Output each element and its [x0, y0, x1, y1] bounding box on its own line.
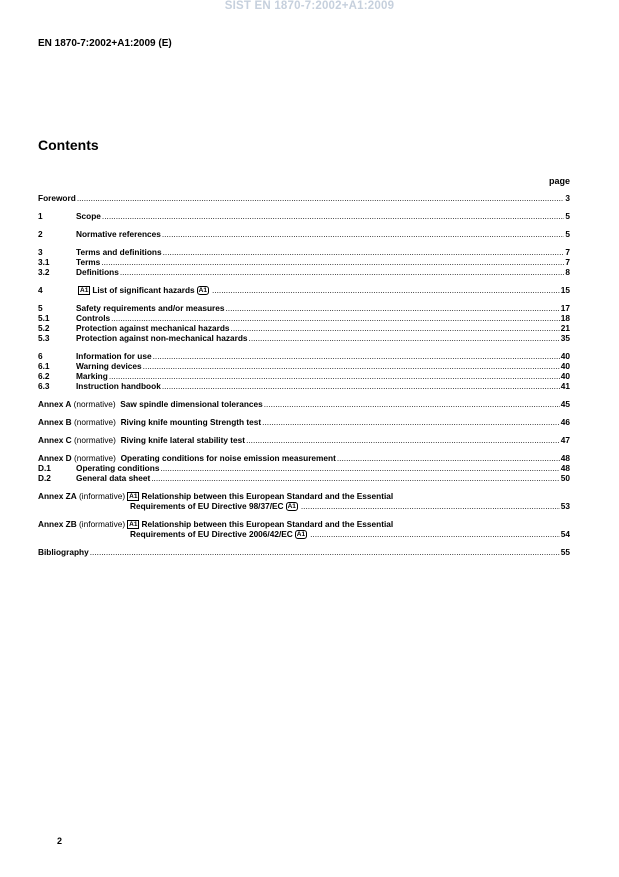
toc-page: 46: [560, 417, 570, 427]
leader-dots: [153, 351, 560, 361]
annex-label: Annex C: [38, 435, 72, 445]
toc-entry-5-1[interactable]: [38, 313, 570, 323]
toc-title: Operating conditions: [76, 463, 160, 473]
toc-entry-annex-b[interactable]: [38, 417, 570, 427]
toc-entry-6-1[interactable]: [38, 361, 570, 371]
toc-number: 2: [38, 229, 43, 239]
toc-title: Foreword: [38, 193, 76, 203]
toc-page: 18: [560, 313, 570, 323]
toc-page: 5: [565, 211, 570, 221]
toc-page: 40: [560, 371, 570, 381]
page-number: 2: [57, 836, 63, 846]
toc-title: Warning devices: [76, 361, 142, 371]
leader-dots: [264, 399, 560, 409]
toc-title: Saw spindle dimensional tolerances: [120, 399, 263, 409]
annex-label: Annex D: [38, 453, 72, 463]
toc-title: Safety requirements and/or measures: [76, 303, 225, 313]
toc-entry-d-1[interactable]: [38, 463, 570, 473]
watermark: SIST EN 1870-7:2002+A1:2009: [224, 0, 395, 12]
toc-number: 3.1: [38, 257, 50, 267]
leader-dots: [111, 313, 560, 323]
leader-dots: [249, 333, 560, 343]
toc-entry-annex-za[interactable]: [38, 491, 570, 501]
leader-dots: [160, 463, 559, 473]
toc-entry-6-3[interactable]: [38, 381, 570, 391]
toc-number: 3: [38, 247, 43, 257]
table-of-contents: [38, 193, 570, 557]
toc-page: 5: [565, 229, 570, 239]
toc-title: Information for use: [76, 351, 152, 361]
leader-dots: [337, 453, 560, 463]
toc-title-line-1: Relationship between this European Standard and the Essential: [141, 491, 394, 501]
toc-page: 53: [560, 501, 570, 511]
leader-dots: [163, 247, 565, 257]
toc-page: 40: [560, 351, 570, 361]
toc-page: 17: [560, 303, 570, 313]
toc-entry-6-2[interactable]: [38, 371, 570, 381]
toc-entry-5[interactable]: [38, 303, 570, 313]
toc-title-line-2: Requirements of EU Directive 98/37/EC: [130, 501, 284, 511]
toc-page: 48: [560, 463, 570, 473]
toc-number: 6.2: [38, 371, 50, 381]
toc-title: Protection against non-mechanical hazards: [76, 333, 248, 343]
annex-label: Annex ZB: [38, 519, 77, 529]
toc-number: 1: [38, 211, 43, 221]
leader-dots: [246, 435, 560, 445]
toc-entry-annex-zb-continued[interactable]: [38, 529, 570, 539]
leader-dots: [102, 211, 564, 221]
toc-title: Bibliography: [38, 547, 89, 557]
toc-number: D.1: [38, 463, 51, 473]
toc-page: 15: [560, 285, 570, 295]
leader-dots: [151, 473, 560, 483]
toc-title: Terms: [76, 257, 101, 267]
leader-dots: [310, 529, 560, 539]
toc-entry-annex-a[interactable]: [38, 399, 570, 409]
toc-entry-5-3[interactable]: [38, 333, 570, 343]
toc-entry-3[interactable]: [38, 247, 570, 257]
leader-dots: [162, 381, 560, 391]
toc-page: 3: [565, 193, 570, 203]
annex-type: (informative): [79, 519, 126, 529]
toc-title-line-1: Relationship between this European Standard and the Essential: [141, 519, 394, 529]
toc-title: Protection against mechanical hazards: [76, 323, 230, 333]
toc-title: List of significant hazards: [92, 285, 195, 295]
annex-label: Annex ZA: [38, 491, 77, 501]
toc-entry-2[interactable]: [38, 229, 570, 239]
toc-entry-3-2[interactable]: [38, 267, 570, 277]
toc-entry-4[interactable]: [38, 285, 570, 295]
toc-entry-annex-d[interactable]: [38, 453, 570, 463]
leader-dots: [143, 361, 560, 371]
leader-dots: [225, 303, 559, 313]
leader-dots: [301, 501, 560, 511]
leader-dots: [162, 229, 565, 239]
toc-entry-d-2[interactable]: [38, 473, 570, 483]
toc-number: 5: [38, 303, 43, 313]
leader-dots: [77, 193, 565, 203]
amendment-end-marker: A1: [198, 287, 207, 294]
annex-type: (normative): [73, 435, 116, 445]
toc-entry-bibliography[interactable]: [38, 547, 570, 557]
toc-title: Scope: [76, 211, 101, 221]
annex-type: (normative): [73, 417, 116, 427]
toc-entry-annex-za-continued[interactable]: [38, 501, 570, 511]
toc-title: Marking: [76, 371, 108, 381]
leader-dots: [120, 267, 565, 277]
toc-page: 50: [560, 473, 570, 483]
toc-title: Controls: [76, 313, 111, 323]
toc-title: Instruction handbook: [76, 381, 161, 391]
toc-page: 35: [560, 333, 570, 343]
toc-title: Definitions: [76, 267, 119, 277]
toc-page: 47: [560, 435, 570, 445]
toc-number: 5.3: [38, 333, 50, 343]
page-title: Contents: [38, 137, 99, 153]
toc-entry-annex-c[interactable]: [38, 435, 570, 445]
leader-dots: [109, 371, 560, 381]
annex-label: Annex B: [38, 417, 72, 427]
toc-number: 6.3: [38, 381, 50, 391]
toc-entry-6[interactable]: [38, 351, 570, 361]
amendment-start-marker: A1: [129, 493, 138, 500]
toc-entry-3-1[interactable]: [38, 257, 570, 267]
toc-page: 21: [560, 323, 570, 333]
amendment-end-marker: A1: [296, 531, 306, 538]
toc-entry-5-2[interactable]: [38, 323, 570, 333]
leader-dots: [101, 257, 564, 267]
leader-dots: [212, 285, 560, 295]
toc-title: Normative references: [76, 229, 161, 239]
leader-dots: [90, 547, 560, 557]
document-id: EN 1870-7:2002+A1:2009 (E): [38, 38, 172, 49]
toc-page: 7: [565, 257, 570, 267]
toc-number: D.2: [38, 473, 51, 483]
toc-entry-1[interactable]: [38, 211, 570, 221]
annex-type: (normative): [73, 453, 116, 463]
page-column-label: page: [548, 176, 570, 186]
toc-title-line-2: Requirements of EU Directive 2006/42/EC: [130, 529, 293, 539]
toc-page: 55: [560, 547, 570, 557]
toc-page: 7: [565, 247, 570, 257]
leader-dots: [231, 323, 560, 333]
annex-label: Annex A: [38, 399, 72, 409]
toc-number: 3.2: [38, 267, 50, 277]
leader-dots: [262, 417, 560, 427]
toc-entry-foreword[interactable]: [38, 193, 570, 203]
annex-type: (normative): [73, 399, 116, 409]
annex-type: (informative): [79, 491, 126, 501]
toc-title: General data sheet: [76, 473, 151, 483]
amendment-start-marker: A1: [129, 521, 138, 528]
toc-title: Operating conditions for noise emission measurement: [120, 453, 336, 463]
toc-number: 5.2: [38, 323, 50, 333]
toc-page: 41: [560, 381, 570, 391]
toc-page: 8: [565, 267, 570, 277]
toc-title: Riving knife mounting Strength test: [120, 417, 262, 427]
toc-page: 54: [560, 529, 570, 539]
toc-entry-annex-zb[interactable]: [38, 519, 570, 529]
amendment-start-marker: A1: [80, 287, 89, 294]
toc-number: 6: [38, 351, 43, 361]
toc-page: 48: [560, 453, 570, 463]
toc-page: 45: [560, 399, 570, 409]
amendment-end-marker: A1: [287, 503, 296, 510]
toc-number: 6.1: [38, 361, 50, 371]
toc-title: Riving knife lateral stability test: [120, 435, 246, 445]
toc-number: 4: [38, 285, 43, 295]
toc-number: 5.1: [38, 313, 50, 323]
toc-page: 40: [560, 361, 570, 371]
toc-title: Terms and definitions: [76, 247, 162, 257]
